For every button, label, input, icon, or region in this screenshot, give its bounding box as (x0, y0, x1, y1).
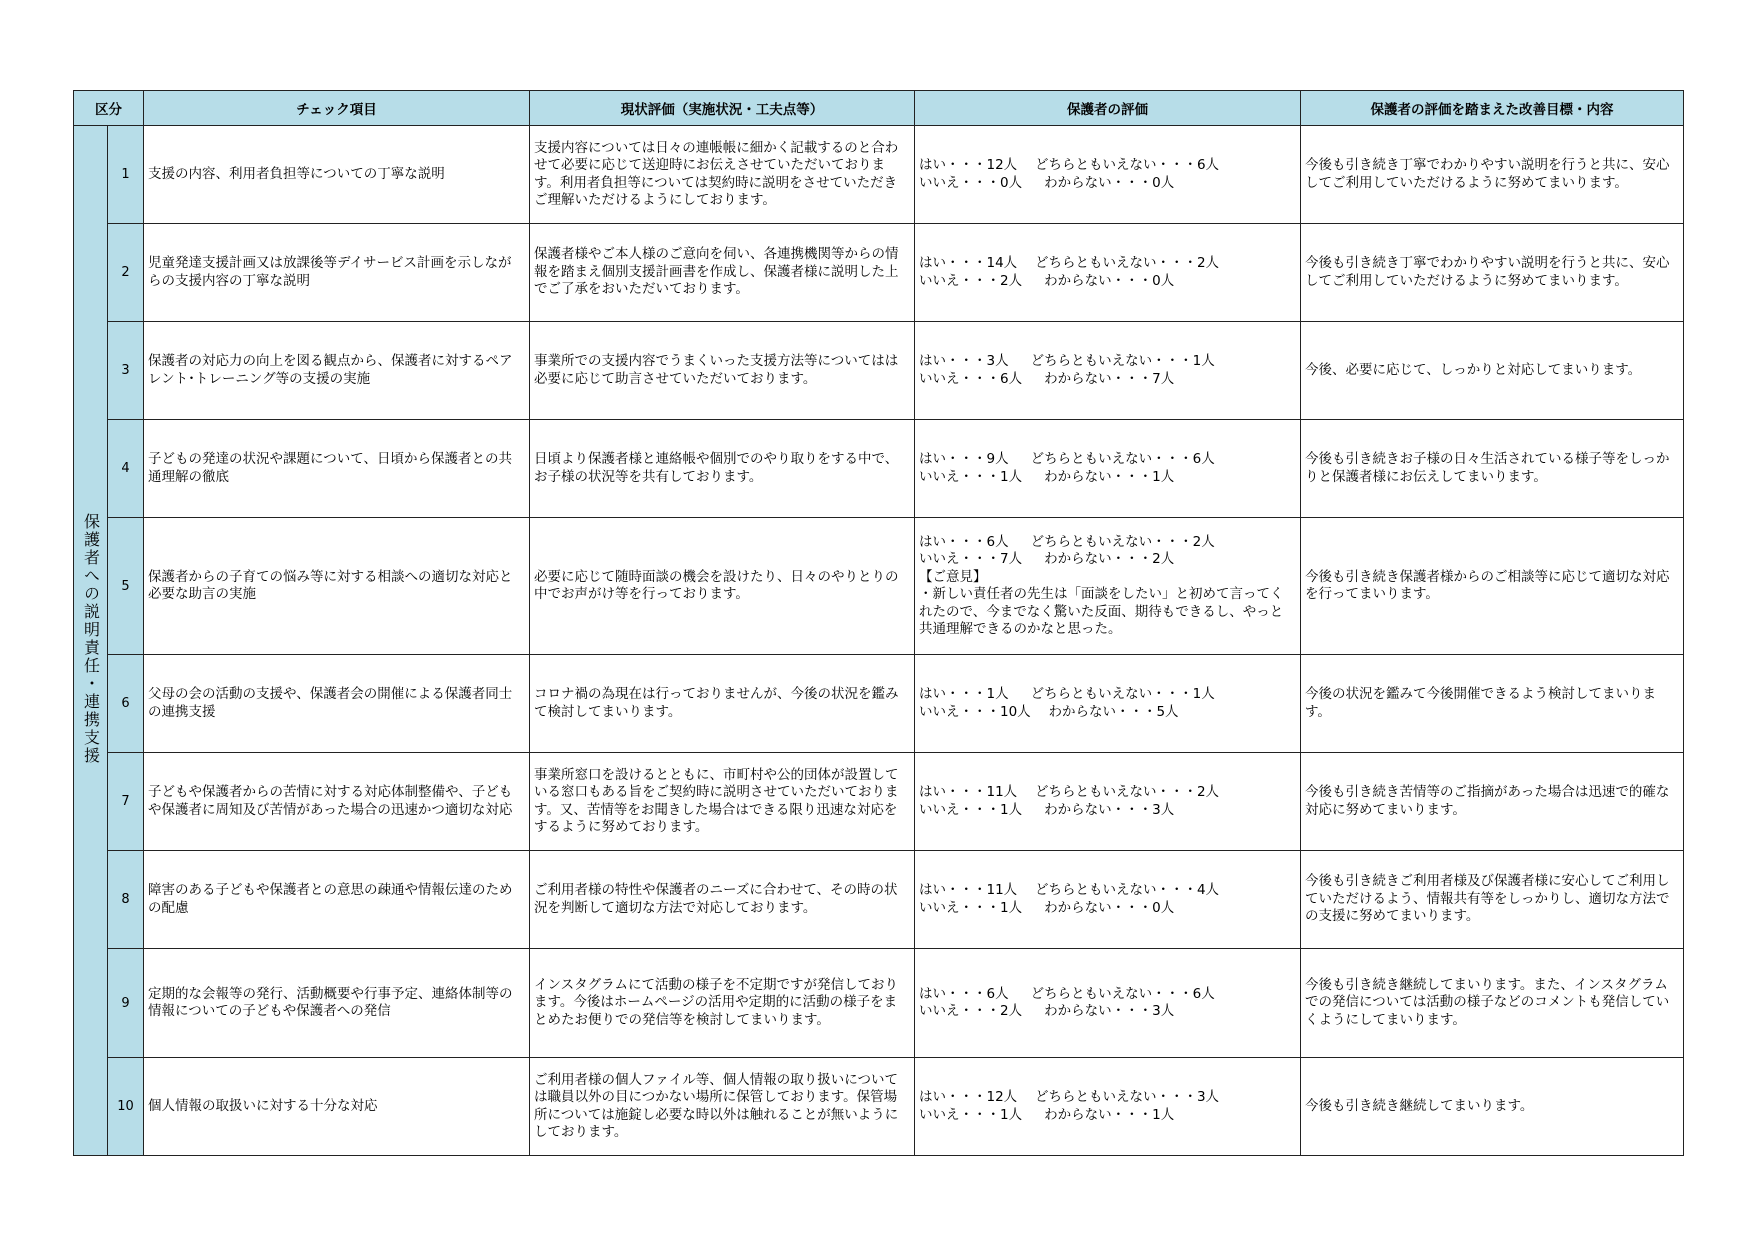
improvement-text: 今後も引き続き保護者様からのご相談等に応じて適切な対応を行ってまいります。 (1301, 518, 1684, 655)
current-eval-text: 日頃より保護者様と連絡帳や個別でのやり取りをする中で、お子様の状況等を共有しております。 (530, 420, 915, 518)
header-category: 区分 (74, 91, 144, 126)
check-item-text: 障害のある子どもや保護者との意思の疎通や情報伝達のための配慮 (144, 851, 530, 949)
row-number: 2 (108, 224, 144, 322)
row-number: 1 (108, 126, 144, 224)
header-current-eval: 現状評価（実施状況・工夫点等） (530, 91, 915, 126)
guardian-eval-text: はい・・・11人 どちらともいえない・・・4人 いいえ・・・1人 わからない・・・0人 (915, 851, 1301, 949)
improvement-text: 今後も引き続き継続してまいります。また、インスタグラムでの発信については活動の様子などのコメントも発信していくようにしてまいります。 (1301, 949, 1684, 1058)
row-number: 10 (108, 1058, 144, 1156)
row-number: 4 (108, 420, 144, 518)
guardian-eval-text: はい・・・12人 どちらともいえない・・・3人 いいえ・・・1人 わからない・・・1人 (915, 1058, 1301, 1156)
table-row (74, 753, 1684, 851)
table-row (74, 949, 1684, 1058)
row-number: 7 (108, 753, 144, 851)
row-number: 5 (108, 518, 144, 655)
current-eval-text: インスタグラムにて活動の様子を不定期ですが発信しております。今後はホームページの活用や定期的に活動の様子をまとめたお便りでの発信等を検討してまいります。 (530, 949, 915, 1058)
table-row (74, 851, 1684, 949)
evaluation-sheet (73, 90, 1683, 1156)
improvement-text: 今後も引き続きご利用者様及び保護者様に安心してご利用していただけるよう、情報共有等をしっかりし、適切な方法での支援に努めてまいります。 (1301, 851, 1684, 949)
table-row (74, 126, 1684, 224)
row-number: 9 (108, 949, 144, 1058)
guardian-eval-text: はい・・・12人 どちらともいえない・・・6人 いいえ・・・0人 わからない・・・0人 (915, 126, 1301, 224)
category-label: 保護者への説明責任・連携支援 (81, 512, 101, 765)
current-eval-text: 事業所での支援内容でうまくいった支援方法等についてはは必要に応じて助言させていただいております。 (530, 322, 915, 420)
table-row (74, 655, 1684, 753)
table-row (74, 420, 1684, 518)
check-item-text: 子どもの発達の状況や課題について、日頃から保護者との共通理解の徹底 (144, 420, 530, 518)
guardian-eval-text: はい・・・14人 どちらともいえない・・・2人 いいえ・・・2人 わからない・・・0人 (915, 224, 1301, 322)
improvement-text: 今後も引き続き丁寧でわかりやすい説明を行うと共に、安心してご利用していただけるように努めてまいります。 (1301, 224, 1684, 322)
table-row (74, 1058, 1684, 1156)
guardian-eval-text: はい・・・6人 どちらともいえない・・・6人 いいえ・・・2人 わからない・・・3人 (915, 949, 1301, 1058)
check-item-text: 父母の会の活動の支援や、保護者会の開催による保護者同士の連携支援 (144, 655, 530, 753)
current-eval-text: コロナ禍の為現在は行っておりませんが、今後の状況を鑑みて検討してまいります。 (530, 655, 915, 753)
improvement-text: 今後の状況を鑑みて今後開催できるよう検討してまいります。 (1301, 655, 1684, 753)
evaluation-table (73, 90, 1684, 1156)
table-row (74, 518, 1684, 655)
current-eval-text: ご利用者様の特性や保護者のニーズに合わせて、その時の状況を判断して適切な方法で対応しております。 (530, 851, 915, 949)
table-row (74, 322, 1684, 420)
improvement-text: 今後も引き続き丁寧でわかりやすい説明を行うと共に、安心してご利用していただけるように努めてまいります。 (1301, 126, 1684, 224)
check-item-text: 児童発達支援計画又は放課後等デイサービス計画を示しながらの支援内容の丁寧な説明 (144, 224, 530, 322)
guardian-eval-text: はい・・・6人 どちらともいえない・・・2人 いいえ・・・7人 わからない・・・2人 【ご意見】 ・新しい責任者の先生は「面談をしたい」と初めて言ってくれたので、今までなく驚いた反面、期待もできるし、やっと共通理解できるのかなと思った。 (915, 518, 1301, 655)
current-eval-text: ご利用者様の個人ファイル等、個人情報の取り扱いについては職員以外の目につかない場所に保管しております。保管場所については施錠し必要な時以外は触れることが無いようにしております。 (530, 1058, 915, 1156)
guardian-eval-text: はい・・・1人 どちらともいえない・・・1人 いいえ・・・10人 わからない・・・5人 (915, 655, 1301, 753)
check-item-text: 子どもや保護者からの苦情に対する対応体制整備や、子どもや保護者に周知及び苦情があった場合の迅速かつ適切な対応 (144, 753, 530, 851)
category-cell (74, 126, 108, 1156)
check-item-text: 保護者からの子育ての悩み等に対する相談への適切な対応と必要な助言の実施 (144, 518, 530, 655)
improvement-text: 今後も引き続き苦情等のご指摘があった場合は迅速で的確な対応に努めてまいります。 (1301, 753, 1684, 851)
current-eval-text: 事業所窓口を設けるとともに、市町村や公的団体が設置している窓口もある旨をご契約時に説明させていただいております。又、苦情等をお聞きした場合はできる限り迅速な対応をするように努めております。 (530, 753, 915, 851)
header-row (74, 91, 1684, 126)
header-check-item: チェック項目 (144, 91, 530, 126)
current-eval-text: 支援内容については日々の連帳帳に細かく記載するのと合わせて必要に応じて送迎時にお伝えさせていただいております。利用者負担等については契約時に説明をさせていただきご理解いただけるようにしております。 (530, 126, 915, 224)
current-eval-text: 保護者様やご本人様のご意向を伺い、各連携機関等からの情報を踏まえ個別支援計画書を作成し、保護者様に説明した上でご了承をおいただいております。 (530, 224, 915, 322)
header-improvement: 保護者の評価を踏まえた改善目標・内容 (1301, 91, 1684, 126)
check-item-text: 定期的な会報等の発行、活動概要や行事予定、連絡体制等の情報についての子どもや保護者への発信 (144, 949, 530, 1058)
row-number: 8 (108, 851, 144, 949)
improvement-text: 今後も引き続きお子様の日々生活されている様子等をしっかりと保護者様にお伝えしてまいります。 (1301, 420, 1684, 518)
header-guardian-eval: 保護者の評価 (915, 91, 1301, 126)
table-row (74, 224, 1684, 322)
row-number: 6 (108, 655, 144, 753)
check-item-text: 保護者の対応力の向上を図る観点から、保護者に対するペアレント･トレーニング等の支援の実施 (144, 322, 530, 420)
guardian-eval-text: はい・・・9人 どちらともいえない・・・6人 いいえ・・・1人 わからない・・・1人 (915, 420, 1301, 518)
check-item-text: 支援の内容、利用者負担等についての丁寧な説明 (144, 126, 530, 224)
guardian-eval-text: はい・・・11人 どちらともいえない・・・2人 いいえ・・・1人 わからない・・・3人 (915, 753, 1301, 851)
improvement-text: 今後、必要に応じて、しっかりと対応してまいります。 (1301, 322, 1684, 420)
improvement-text: 今後も引き続き継続してまいります。 (1301, 1058, 1684, 1156)
check-item-text: 個人情報の取扱いに対する十分な対応 (144, 1058, 530, 1156)
current-eval-text: 必要に応じて随時面談の機会を設けたり、日々のやりとりの中でお声がけ等を行っております。 (530, 518, 915, 655)
row-number: 3 (108, 322, 144, 420)
guardian-eval-text: はい・・・3人 どちらともいえない・・・1人 いいえ・・・6人 わからない・・・7人 (915, 322, 1301, 420)
